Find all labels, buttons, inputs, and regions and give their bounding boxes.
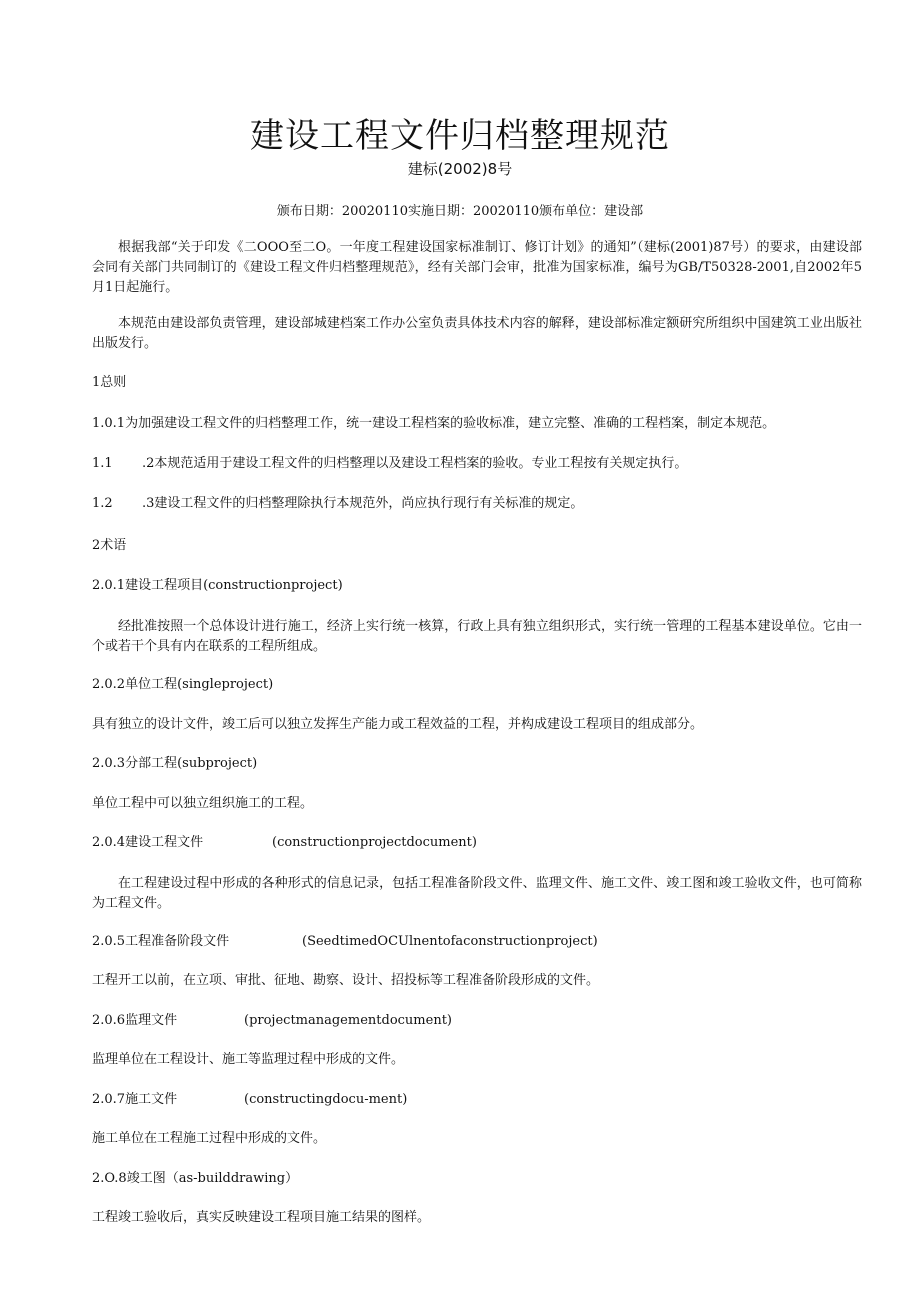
intro-paragraph-2: 本规范由建设部负责管理，建设部城建档案工作办公室负责具体技术内容的解释，建设部标准定额研究所组织中国建筑工业出版社出版发行。 <box>92 316 862 351</box>
term-2-0-8-heading: 2.O.8竣工图（as-builddrawing） <box>92 1171 299 1186</box>
document-title: 建设工程文件归档整理规范 <box>250 116 670 156</box>
clause-number: 1.2 <box>92 496 113 511</box>
term-2-0-2-definition: 具有独立的设计文件，竣工后可以独立发挥生产能力或工程效益的工程，并构成建设工程项目的组成部分。 <box>92 717 704 732</box>
term-2-0-6-heading <box>92 1011 452 1031</box>
term-english: (SeedtimedOCUlnentofaconstructionproject) <box>302 934 598 949</box>
clause-1-0-3 <box>92 494 583 514</box>
clause-1-0-1: 1.0.1为加强建设工程文件的归档整理工作，统一建设工程档案的验收标准，建立完整、准确的工程档案，制定本规范。 <box>92 416 776 431</box>
term-2-0-2-heading: 2.0.2单位工程(singleproject) <box>92 677 274 692</box>
term-2-0-4-heading <box>92 833 477 853</box>
term-2-0-6-definition: 监理单位在工程设计、施工等监理过程中形成的文件。 <box>92 1052 405 1067</box>
clause-number: 1.1 <box>92 456 113 471</box>
term-english: (constructingdocu-ment) <box>244 1092 408 1107</box>
term-2-0-4-definition: 在工程建设过程中形成的各种形式的信息记录，包括工程准备阶段文件、监理文件、施工文件、竣工图和竣工验收文件，也可简称为工程文件。 <box>92 876 862 911</box>
section-1-heading: 1总则 <box>92 375 127 390</box>
term-2-0-7-definition: 施工单位在工程施工过程中形成的文件。 <box>92 1131 327 1146</box>
term-2-0-3-heading: 2.0.3分部工程(subproject) <box>92 756 258 771</box>
publication-info: 颁布日期：20020110实施日期：20020110颁布单位：建设部 <box>276 204 644 219</box>
term-2-0-5-definition: 工程开工以前，在立项、审批、征地、勘察、设计、招投标等工程准备阶段形成的文件。 <box>92 973 600 988</box>
term-2-0-8-definition: 工程竣工验收后，真实反映建设工程项目施工结果的图样。 <box>92 1210 431 1225</box>
clause-1-0-2 <box>92 454 687 474</box>
term-chinese: 2.0.4建设工程文件 <box>92 835 204 850</box>
term-2-0-1-heading: 2.0.1建设工程项目(constructionproject) <box>92 578 343 593</box>
term-english: (constructionprojectdocument) <box>272 835 477 850</box>
term-english: (projectmanagementdocument) <box>244 1013 452 1028</box>
term-chinese: 2.0.7施工文件 <box>92 1092 178 1107</box>
section-2-heading: 2术语 <box>92 538 127 553</box>
term-2-0-5-heading <box>92 932 598 952</box>
term-2-0-1-definition: 经批准按照一个总体设计进行施工，经济上实行统一核算，行政上具有独立组织形式，实行统一管理的工程基本建设单位。它由一个或若干个具有内在联系的工程所组成。 <box>92 619 862 654</box>
clause-text: .2本规范适用于建设工程文件的归档整理以及建设工程档案的验收。专业工程按有关规定执行。 <box>142 456 688 471</box>
term-2-0-7-heading <box>92 1090 407 1110</box>
document-number: 建标(2002)8号 <box>407 160 513 178</box>
term-chinese: 2.0.5工程准备阶段文件 <box>92 934 230 949</box>
clause-text: .3建设工程文件的归档整理除执行本规范外，尚应执行现行有关标准的规定。 <box>142 496 584 511</box>
term-chinese: 2.0.6监理文件 <box>92 1013 178 1028</box>
term-2-0-3-definition: 单位工程中可以独立组织施工的工程。 <box>92 796 314 811</box>
intro-paragraph-1: 根据我部“关于印发《二OOO至二O。一年度工程建设国家标准制订、修订计划》的通知”（建标(2001)87号）的要求，由建设部会同有关部门共同制订的《建设工程文件归档整理规范》，经有关部门会审，批准为国家标准，编号为GB/T50328-2001,自2002年5月1日起施行。 <box>92 240 862 295</box>
